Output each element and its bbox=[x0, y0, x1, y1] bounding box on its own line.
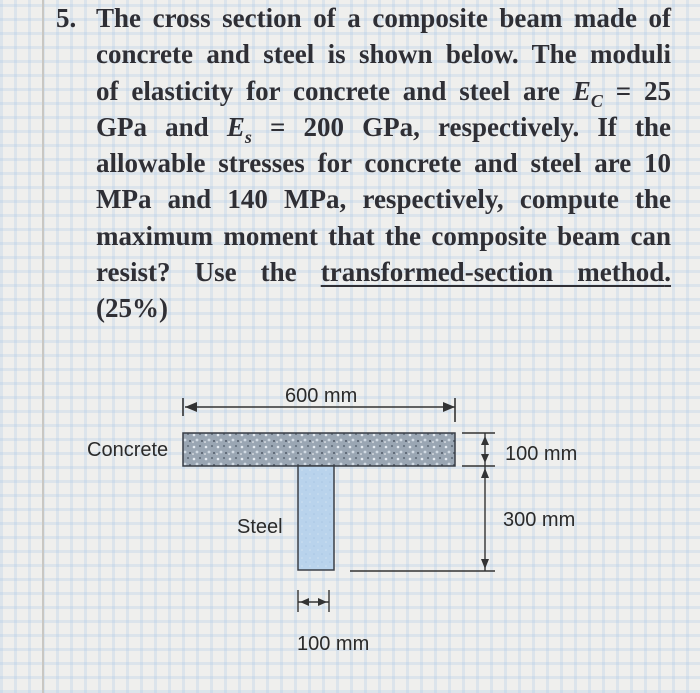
web-width-label: 100 mm bbox=[297, 633, 370, 655]
problem-line-6: MPa and 140 MPa, respectively, compute the bbox=[96, 184, 671, 215]
width-label: 600 mm bbox=[285, 385, 358, 407]
points-value: (25%) bbox=[96, 293, 168, 324]
steel-label: Steel bbox=[237, 516, 283, 538]
flange-height-arrow-down bbox=[481, 454, 489, 463]
concrete-flange bbox=[183, 433, 455, 466]
concrete-label: Concrete bbox=[87, 439, 169, 461]
steel-web bbox=[298, 466, 334, 570]
web-height-arrow-down bbox=[481, 559, 489, 569]
flange-height-label: 100 mm bbox=[505, 443, 578, 465]
question-number: 5. bbox=[56, 3, 77, 33]
problem-line-8: resist? Use the transformed-section method. bbox=[96, 257, 672, 288]
web-height-arrow-up bbox=[481, 468, 489, 478]
problem-line-7: maximum moment that the composite beam can bbox=[96, 220, 671, 251]
problem-line-1: The cross section of a composite beam made of bbox=[96, 3, 671, 33]
problem-line-4: GPa and $E_s = 200$ GPa, respectively. If the bbox=[96, 111, 671, 147]
problem-line-2: concrete and steel is shown below. The moduli bbox=[96, 39, 671, 70]
flange-height-arrow-up bbox=[481, 436, 489, 445]
web-width-arrow-left bbox=[300, 598, 309, 606]
es-symbol: E bbox=[226, 111, 245, 142]
ec-symbol: E bbox=[572, 75, 591, 106]
width-arrow-left bbox=[185, 402, 197, 412]
method-name: transformed-section method. bbox=[320, 257, 672, 288]
web-height-label: 300 mm bbox=[503, 509, 576, 531]
width-arrow-right bbox=[443, 402, 455, 412]
problem-line-5: allowable stresses for concrete and steel are 10 bbox=[96, 148, 671, 179]
problem-line-3: of elasticity for concrete and steel are $E_C = 25$ bbox=[96, 75, 672, 111]
web-width-arrow-right bbox=[318, 598, 327, 606]
